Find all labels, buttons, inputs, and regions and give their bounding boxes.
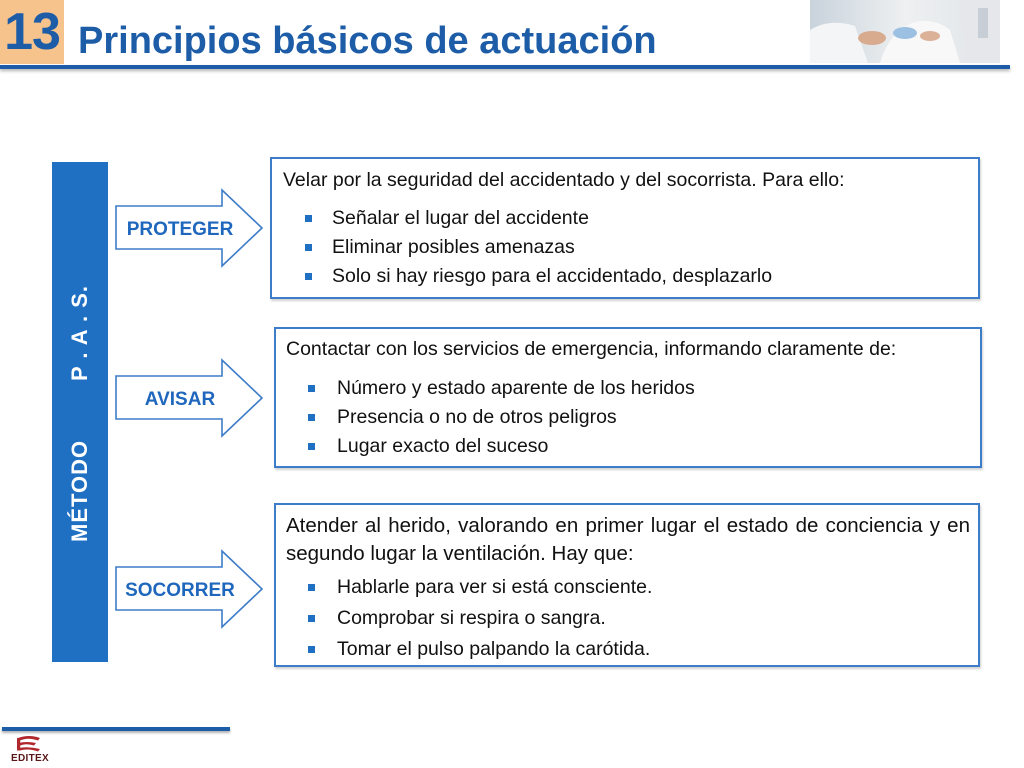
method-acronym: P . A . S.: [67, 284, 92, 381]
list-item-text: Señalar el lugar del accidente: [332, 206, 589, 229]
arrow-proteger: [112, 187, 266, 269]
list-item: [286, 432, 970, 461]
page-title: Principios básicos de actuación: [78, 20, 657, 62]
list-item: [286, 603, 970, 634]
step-box-avisar: [274, 327, 982, 468]
list-item-text: Lugar exacto del suceso: [337, 434, 549, 457]
step-box-proteger: [270, 157, 980, 299]
header-photo: [810, 0, 1000, 63]
method-bar-text: [52, 162, 108, 662]
step-item-list: [283, 204, 968, 291]
list-item: [286, 374, 970, 403]
square-bullet-icon: [305, 244, 312, 251]
list-item-text: Número y estado aparente de los heridos: [337, 376, 695, 399]
list-item: [283, 204, 968, 233]
step-intro: Contactar con los servicios de emergencia, informando claramente de:: [286, 337, 897, 360]
step-box-socorrer: [274, 503, 980, 667]
list-item-text: Presencia o no de otros peligros: [337, 405, 617, 428]
step-item-list: [286, 374, 970, 461]
list-item: [286, 572, 970, 603]
list-item: [286, 403, 970, 432]
step-label-socorrer: SOCORRER: [125, 580, 235, 601]
square-bullet-icon: [305, 273, 312, 280]
arrow-socorrer: [112, 548, 266, 630]
chapter-number: 13: [4, 3, 60, 61]
square-bullet-icon: [308, 385, 315, 392]
square-bullet-icon: [308, 646, 315, 653]
method-bar: [52, 162, 108, 662]
step-intro: Atender al herido, valorando en primer lugar el estado de conciencia y en segundo lugar la ventilación. Hay que:: [286, 514, 970, 565]
list-item: [283, 262, 968, 291]
step-item-list: [286, 572, 970, 665]
list-item-text: Solo si hay riesgo para el accidentado, desplazarlo: [332, 264, 773, 287]
list-item-text: Comprobar si respira o sangra.: [337, 606, 606, 629]
square-bullet-icon: [308, 615, 315, 622]
editex-logo-icon: [14, 735, 44, 753]
square-bullet-icon: [308, 584, 315, 591]
list-item-text: Hablarle para ver si está consciente.: [337, 575, 653, 598]
header-divider: [0, 65, 1010, 69]
list-item: [283, 233, 968, 262]
publisher-logo-text: EDITEX: [11, 753, 49, 764]
step-intro: Velar por la seguridad del accidentado y del socorrista. Para ello:: [283, 168, 845, 191]
step-label-avisar: AVISAR: [144, 389, 216, 410]
footer-divider: [2, 727, 230, 731]
method-label: MÉTODO: [67, 439, 92, 542]
square-bullet-icon: [308, 443, 315, 450]
square-bullet-icon: [308, 414, 315, 421]
list-item-text: Tomar el pulso palpando la carótida.: [337, 637, 651, 660]
list-item-text: Eliminar posibles amenazas: [332, 235, 575, 258]
chapter-badge: [0, 0, 64, 64]
square-bullet-icon: [305, 215, 312, 222]
list-item: [286, 634, 970, 665]
step-label-proteger: PROTEGER: [126, 219, 234, 240]
arrow-avisar: [112, 357, 266, 439]
